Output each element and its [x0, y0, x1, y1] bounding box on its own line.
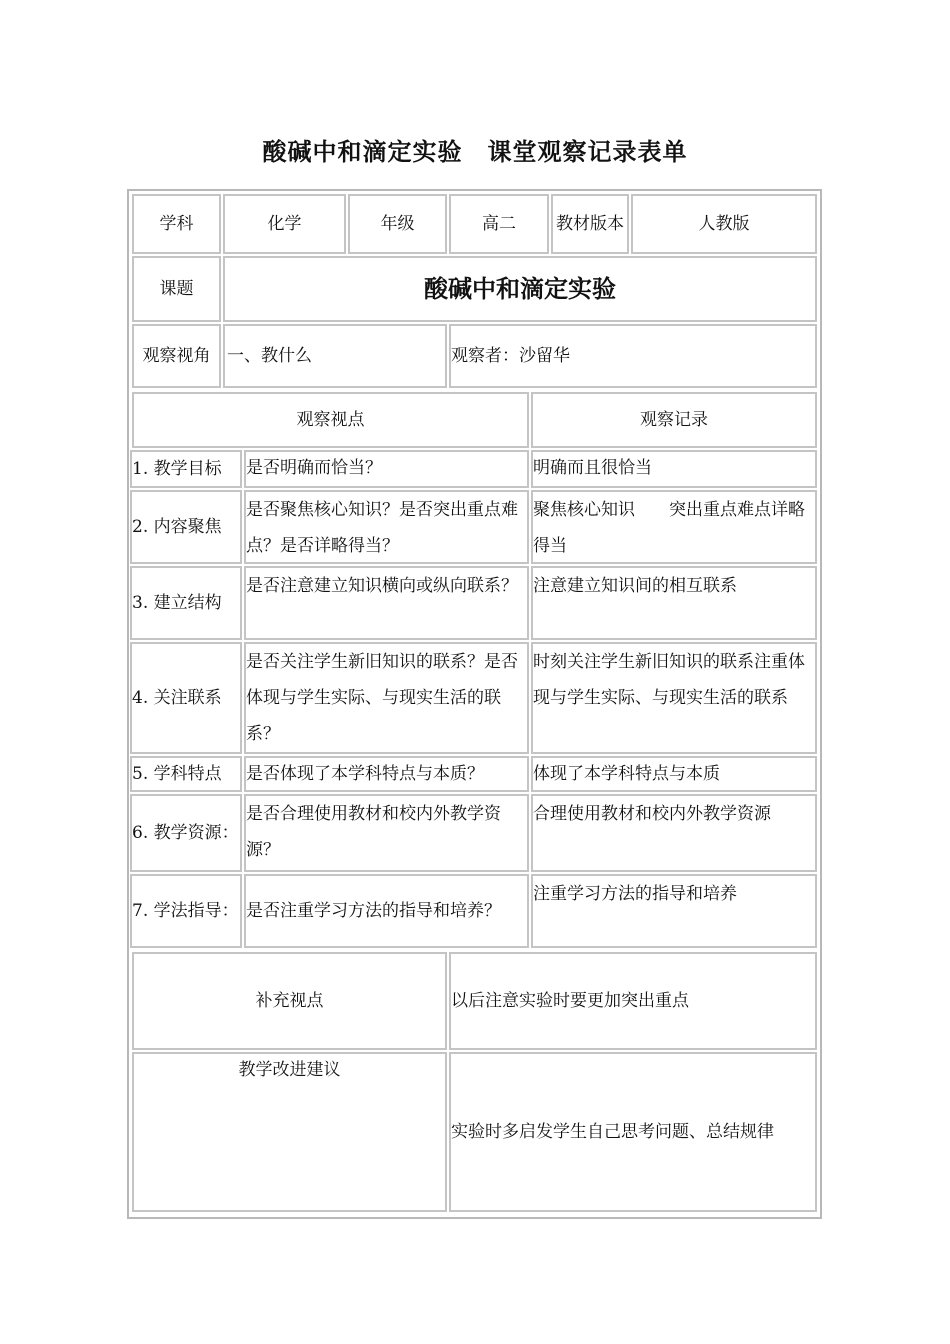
observation-record: 聚焦核心知识 突出重点难点详略得当: [531, 490, 817, 564]
subject-label: 学科: [132, 194, 221, 254]
viewpoint-item: 1. 教学目标: [130, 450, 242, 488]
topic-label: 课题: [132, 256, 221, 322]
observation-record: 注重学习方法的指导和培养: [531, 874, 817, 948]
viewpoint-item: 2. 内容聚焦: [130, 490, 242, 564]
perspective-label: 观察视角: [132, 324, 221, 388]
grade-value: 高二: [449, 194, 549, 254]
suggestion-label: 教学改进建议: [132, 1052, 447, 1212]
perspective-value: 一、教什么: [223, 324, 447, 388]
viewpoint-question: 是否关注学生新旧知识的联系？是否体现与学生实际、与现实生活的联系？: [244, 642, 529, 754]
suggestion-value: 实验时多启发学生自己思考问题、总结规律: [449, 1052, 817, 1212]
edition-value: 人教版: [631, 194, 817, 254]
grade-label: 年级: [348, 194, 447, 254]
viewpoint-header: 观察视点: [132, 392, 529, 448]
topic-value: 酸碱中和滴定实验: [223, 256, 817, 322]
subject-value: 化学: [223, 194, 346, 254]
viewpoint-question: 是否体现了本学科特点与本质？: [244, 756, 529, 792]
viewpoint-item: 7. 学法指导：: [130, 874, 242, 948]
page-title: 酸碱中和滴定实验 课堂观察记录表单: [262, 138, 688, 166]
observation-record: 体现了本学科特点与本质: [531, 756, 817, 792]
viewpoint-item: 6. 教学资源：: [130, 794, 242, 872]
viewpoint-question: 是否明确而恰当？: [244, 450, 529, 488]
observation-record: 合理使用教材和校内外教学资源: [531, 794, 817, 872]
observation-record: 注意建立知识间的相互联系: [531, 566, 817, 640]
viewpoint-item: 5. 学科特点: [130, 756, 242, 792]
observer: 观察者：沙留华: [449, 324, 817, 388]
observation-record: 明确而且很恰当: [531, 450, 817, 488]
supplement-value: 以后注意实验时要更加突出重点: [449, 952, 817, 1050]
supplement-label: 补充视点: [132, 952, 447, 1050]
edition-label: 教材版本: [551, 194, 629, 254]
viewpoint-question: 是否注意建立知识横向或纵向联系？: [244, 566, 529, 640]
viewpoint-item: 4. 关注联系: [130, 642, 242, 754]
viewpoint-question: 是否合理使用教材和校内外教学资源？: [244, 794, 529, 872]
viewpoint-question: 是否聚焦核心知识？是否突出重点难点？是否详略得当？: [244, 490, 529, 564]
viewpoint-question: 是否注重学习方法的指导和培养？: [244, 874, 529, 948]
viewpoint-item: 3. 建立结构: [130, 566, 242, 640]
record-header: 观察记录: [531, 392, 817, 448]
observation-record: 时刻关注学生新旧知识的联系注重体现与学生实际、与现实生活的联系: [531, 642, 817, 754]
